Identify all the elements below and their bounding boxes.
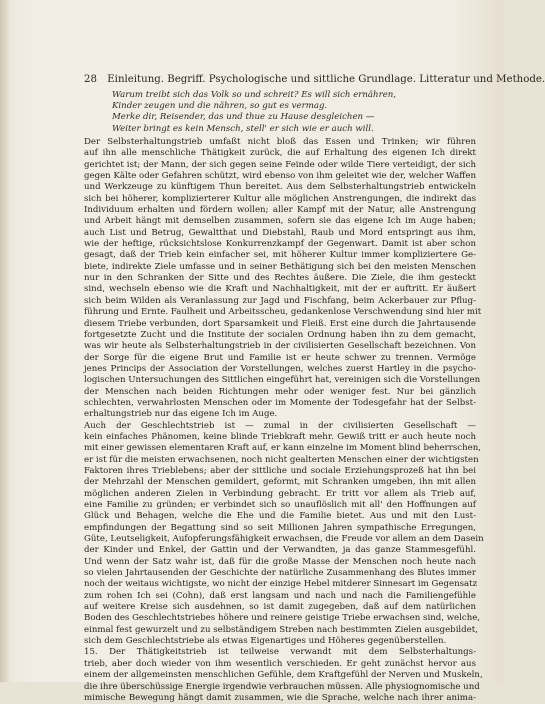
text-line: einem der allgemeinsten menschlichen Gefühle, dem Kraftgefühl der Nerven und Muskeln,: [84, 670, 483, 681]
text-line: sich dem Geschlechtstriebe als etwas Eigenartiges und Höheres gegenüberstellen.: [84, 636, 447, 647]
text-line: nur in den Schranken der Sitte und des Rechtes äußere. Die Ziele, die ihm gesteckt: [84, 273, 476, 284]
text-line: einmal fest gewurzelt und zu selbständigem Streben nach bestimmten Zielen ausgebildet,: [84, 624, 478, 635]
paragraph: [84, 137, 482, 421]
text-line: der Mehrzahl der Menschen gemildert, geformt, mit Schranken umgeben, ihn mit allen: [84, 477, 476, 488]
paragraph: [84, 647, 483, 704]
text-line: logischen Untersuchungen des Sittlichen eingeführt hat, vereinigen sich die Vorstellungen: [84, 375, 481, 386]
text-line: mit einer gewissen elementaren Kraft auf, er kann einzelne im Moment blind beherrschen,: [84, 443, 481, 454]
text-line: biete, indirekte Ziele umfasse und in seiner Bethätigung sich bei den meisten Menschen: [84, 261, 476, 272]
text-line: auf ihn alle menschliche Thätigkeit zurück, die auf Erhaltung des eigenen Ich direkt: [84, 148, 476, 159]
text-line: möglichen anderen Zielen in Verbindung gebracht. Er tritt vor allem als Trieb auf,: [84, 488, 476, 499]
text-line: trieb, aber doch wieder von ihm wesentlich verschieden. Er geht zunächst hervor aus: [84, 658, 476, 669]
text-line: wie der heftige, rücksichtslose Konkurrenzkampf der Gegenwart. Damit ist aber schon: [84, 239, 476, 250]
text-line: der Kinder und Enkel, der Gattin und der Verwandten, ja das ganze Stammesgefühl.: [84, 545, 476, 556]
text-line: Der Selbsterhaltungstrieb umfaßt nicht bloß das Essen und Trinken; wir führen: [84, 137, 476, 147]
text-line: diesem Triebe verbunden, dort Sparsamkeit und Fleiß. Erst eine durch die Jahrtausende: [84, 318, 476, 329]
text-line: mimische Bewegung hängt damit zusammen, wie die Sprache, welche nach ihrer anima-: [84, 692, 476, 703]
verse-line: Warum treibt sich das Volk so und schreit? Es will sich ernähren,: [112, 90, 397, 100]
verse-quotation: [112, 90, 442, 135]
text-line: die ihre überschüssige Energie irgendwie verbrauchen müssen. Alle physiognomische und: [84, 681, 480, 692]
text-line: auf weitere Kreise sich ausdehnen, so ist damit zugegeben, daß auf dem natürlichen: [84, 602, 476, 613]
verse-line: Kinder zeugen und die nähren, so gut es vermag.: [112, 101, 328, 112]
text-line: der Menschen nach beiden Richtungen mehr oder weniger fest. Nur bei gänzlich: [84, 386, 476, 397]
text-line: Glück und Behagen, welche die Ehe und die Familie bietet. Aus und mit den Lust-: [84, 511, 476, 522]
text-line: sich beim Wilden als Veranlassung zur Jagd und Fischfang, beim Ackerbauer zur Pflug-: [84, 295, 476, 306]
text-line: Güte, Leutseligkeit, Aufopferungsfähigkeit erwachsen, die Freude vor allem an dem Dasein: [84, 534, 484, 545]
text-line: sich bei höherer, komplizierterer Kultur alle möglichen Anstrengungen, die indirekt das: [84, 193, 476, 204]
text-line: kein einfaches Phänomen, keine blinde Triebkraft mehr. Gewiß tritt er auch heute noch: [84, 431, 476, 442]
text-line: eine Familie zu gründen; er verbindet sich so unauflöslich mit all' den Hoffnungen auf: [84, 500, 476, 510]
text-line: so vielen Jahrtausenden der Geschichte der natürliche Zusammenhang des Blutes immer: [84, 568, 476, 579]
text-line: Faktoren ihres Trieblebens; aber der sittliche und sociale Erziehungsprozeß hat ihn bei: [84, 465, 476, 476]
text-line: 15. Der Thätigkeitstrieb ist teilweise verwandt mit dem Selbsterhaltungs-: [84, 647, 476, 658]
page-binding-edge: [0, 0, 10, 682]
text-line: gerichtet ist; der Mann, der sich gegen seine Feinde oder wilde Tiere verteidigt, der sich: [84, 159, 476, 170]
text-line: sind, wechseln ebenso wie die Kraft und Nachhaltigkeit, mit der er auftritt. Er äußert: [84, 284, 476, 295]
text-line: fortgesetzte Zucht und die Institute der socialen Ordnung haben ihn zu dem gemacht,: [84, 329, 476, 340]
page-number: 28: [84, 74, 97, 85]
text-line: Individuum erhalten und fördern wollen; aller Kampf mit der Natur, alle Anstrengung: [84, 205, 476, 216]
text-line: er ist für die meisten erwachsenen, noch nicht gealterten Menschen einer der wichtigsten: [84, 454, 479, 465]
text-line: der Sorge für die eigene Brut und Familie ist er heute schwer zu trennen. Vermöge: [84, 352, 476, 363]
text-line: und Arbeit hängt mit demselben zusammen, sofern sie das eigene Ich im Auge haben;: [84, 216, 476, 227]
text-line: jenes Princips der Association der Vorstellungen, welches zuerst Hartley in die psycho-: [84, 363, 476, 374]
text-line: Und wenn der Satz wahr ist, daß für die große Masse der Menschen noch heute nach: [84, 556, 476, 567]
paragraph: [84, 420, 484, 648]
text-line: Auch der Geschlechtstrieb ist — zumal in der civilisierten Gesellschaft —: [84, 420, 476, 431]
text-line: was wir heute als Selbsterhaltungstrieb in der civilisierten Gesellschaft bezeichnen. Von: [84, 341, 476, 352]
text-line: schlechten, verwahrlosten Menschen oder im Momente der Todesgefahr hat der Selbst-: [84, 397, 476, 408]
running-header: [84, 74, 545, 85]
text-line: gegen Kälte oder Gefahren schützt, wird ebenso von ihm geleitet wie der, welcher Waffen: [84, 171, 476, 182]
verse-line: Weiter bringt es kein Mensch, stell' er sich wie er auch will.: [112, 123, 374, 134]
running-title: Einleitung. Begriff. Psychologische und sittliche Grundlage. Litteratur und Methode.: [107, 74, 545, 85]
text-line: und Werkzeuge zu künftigem Thun bereitet. Aus dem Selbsterhaltungstrieb entwickeln: [84, 182, 476, 193]
verse-line: Merke dir, Reisender, das und thue zu Hause desgleichen —: [112, 112, 375, 123]
text-line: noch der weitaus wichtigste, wo nicht der einzige Hebel mitderer Sinnesart im Gegensatz: [84, 579, 478, 590]
text-line: zum rohen Ich sei (Cohn), daß erst langsam und nach und nach die Familiengefühle: [84, 590, 476, 601]
text-line: empfindungen der Begattung sind so seit Millionen Jahren sympathische Erregungen,: [84, 522, 476, 533]
body-text: [84, 137, 484, 703]
text-line: gesagt, daß der Trieb kein einfacher sei, mit höherer Kultur immer kompliziertere Ge-: [84, 250, 476, 261]
text-line: führung und Ernte. Faulheit und Arbeitsscheu, gedankenlose Verschwendung sind hier mit: [84, 307, 482, 318]
text-line: auch List und Betrug, Gewaltthat und Diebstahl, Raub und Mord entspringt aus ihm,: [84, 227, 476, 238]
text-line: erhaltungstrieb nur das eigene Ich im Auge.: [84, 409, 278, 420]
text-line: Boden des Geschlechtstriebes höhere und reinere geistige Triebe erwachsen sind, welche,: [84, 613, 481, 624]
